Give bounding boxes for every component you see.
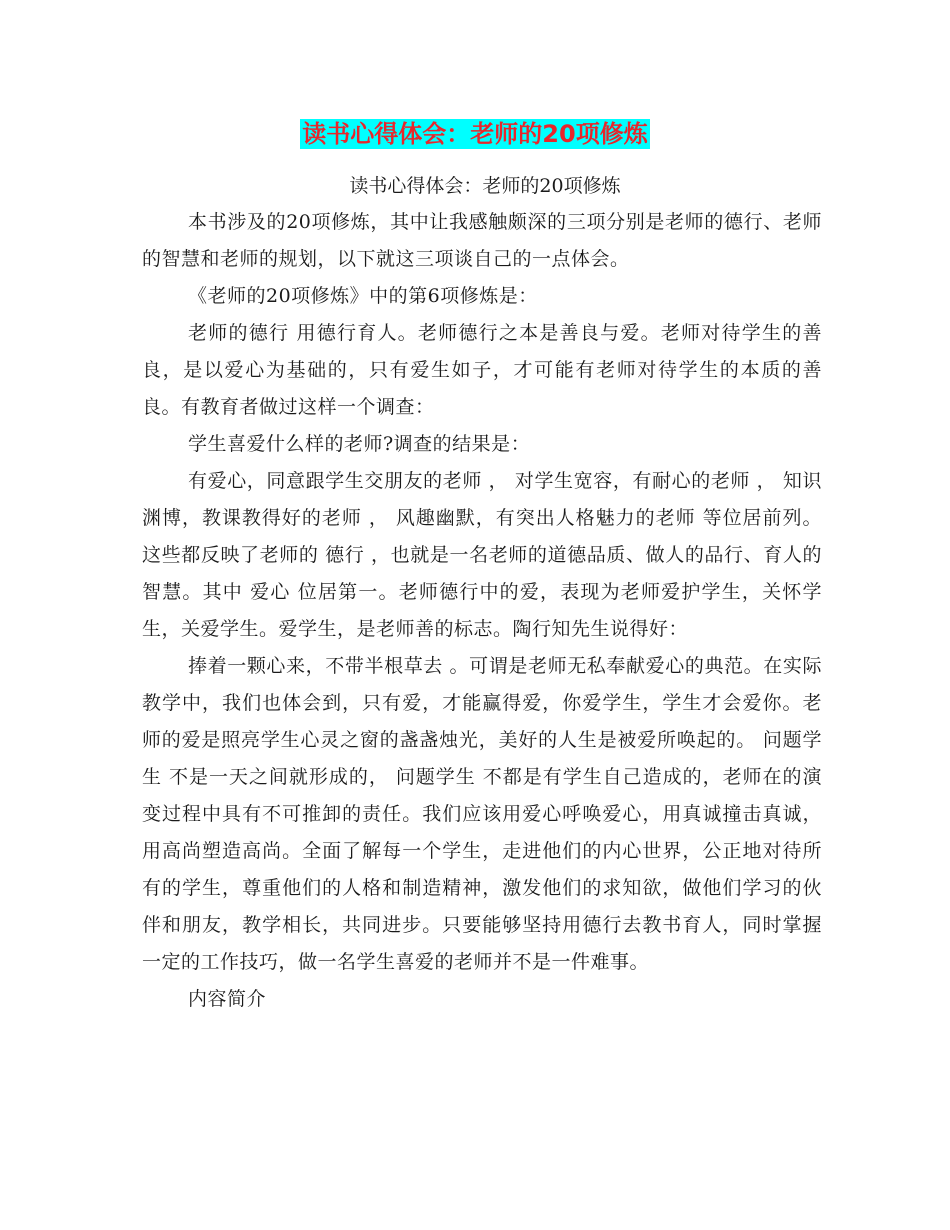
paragraph: 老师的德行 用德行育人。老师德行之本是善良与爱。老师对待学生的善良，是以爱心为基础的，只有爱生如子，才可能有老师对待学生的本质的善良。有教育者做过这样一个调查： bbox=[142, 322, 822, 418]
paragraph: 《老师的20项修炼》中的第6项修炼是： bbox=[188, 285, 538, 307]
document-subtitle: 读书心得体会：老师的20项修炼 bbox=[349, 175, 621, 197]
section-heading: 内容简介 bbox=[188, 988, 267, 1010]
document-title-text: 读书心得体会：老师的20项修炼 bbox=[302, 120, 648, 148]
paragraph: 学生喜爱什么样的老师?调查的结果是： bbox=[188, 433, 531, 455]
paragraph: 本书涉及的20项修炼，其中让我感触颇深的三项分别是老师的德行、老师的智慧和老师的规划，以下就这三项谈自己的一点体会。 bbox=[142, 211, 822, 270]
paragraph: 捧着一颗心来，不带半根草去 。可谓是老师无私奉献爱心的典范。在实际教学中，我们也体会到，只有爱，才能赢得爱，你爱学生，学生才会爱你。老师的爱是照亮学生心灵之窗的盏盏烛光，美好的人生是被爱所唤起的。 问题学生 不是一天之间就形成的， 问题学生 不都是有学生自己造成的，老师在的演变过程中具有不可推卸的责任。我们应该用爱心呼唤爱心，用真诚撞击真诚，用高尚塑造高尚。全面了解每一个学生，走进他们的内心世界，公正地对待所有的学生，尊重他们的人格和制造精神，激发他们的求知欲，做他们学习的伙伴和朋友，教学相长，共同进步。只要能够坚持用德行去教书育人，同时掌握一定的工作技巧，做一名学生喜爱的老师并不是一件难事。 bbox=[142, 655, 822, 973]
document-body bbox=[142, 170, 822, 1018]
document-title bbox=[0, 112, 950, 150]
paragraph: 有爱心，同意跟学生交朋友的老师 ， 对学生宽容，有耐心的老师 ， 知识渊博，教课教得好的老师 ， 风趣幽默，有突出人格魅力的老师 等位居前列。这些都反映了老师的 德行 ，也就是一名老师的道德品质、做人的品行、育人的智慧。其中 爱心 位居第一。老师德行中的爱，表现为老师爱护学生，关怀学生，关爱学生。爱学生，是老师善的标志。陶行知先生说得好： bbox=[142, 470, 822, 640]
